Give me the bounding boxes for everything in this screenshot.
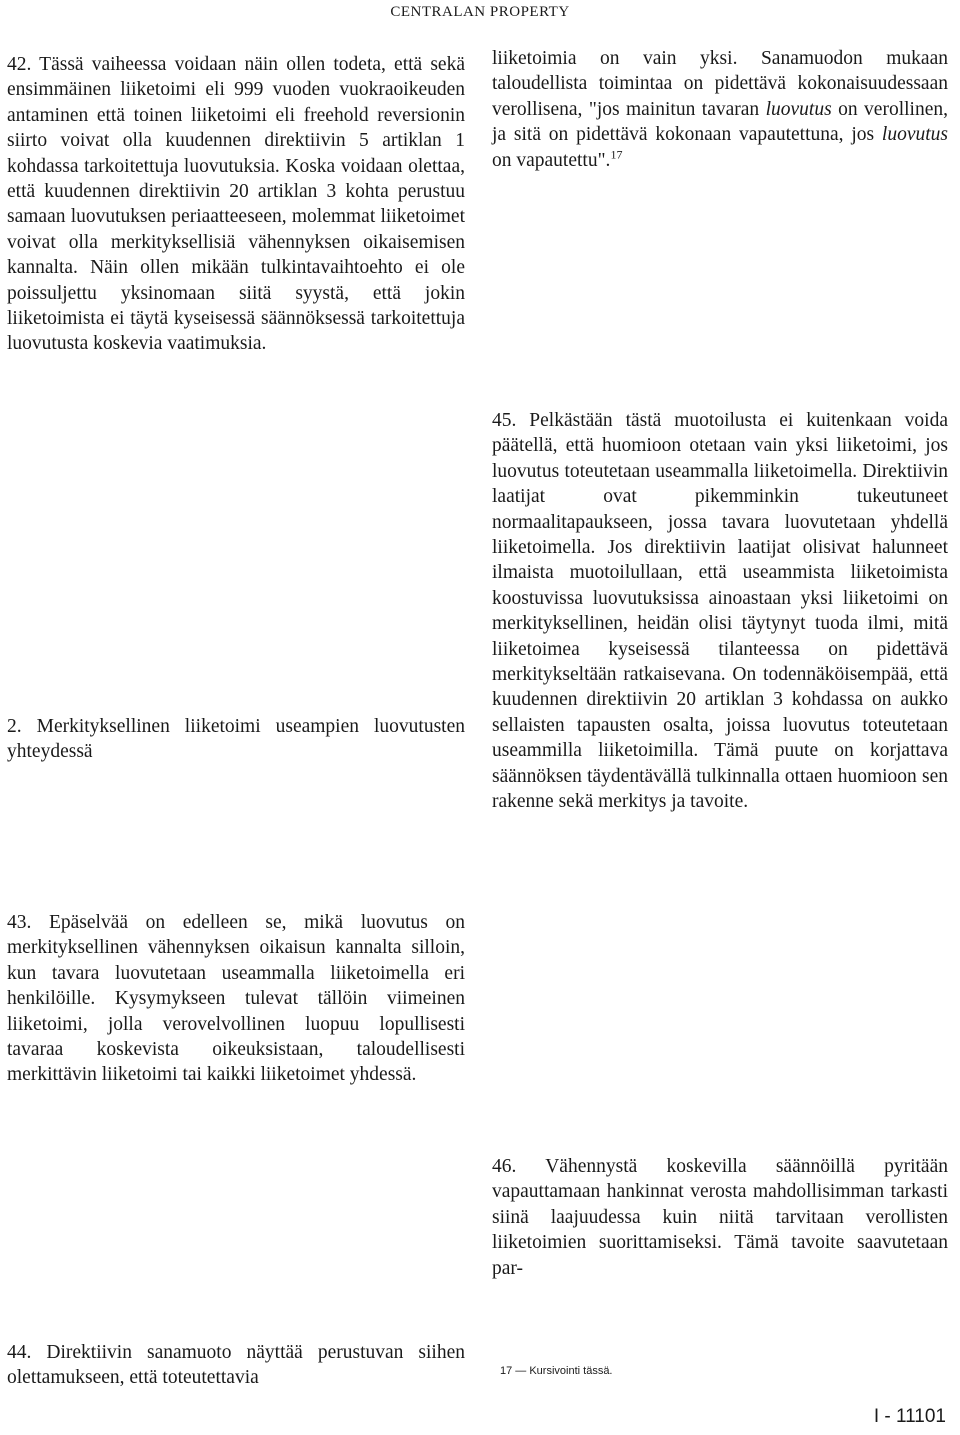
continuation-text-c: on vapautettu". xyxy=(492,149,611,171)
paragraph-42: 42. Tässä vaiheessa voidaan näin ollen todeta, että sekä ensimmäinen liiketoimi eli 999 vuoden vuokraoikeuden antaminen että toinen liiketoimi eli freehold reversionin siirto voivat olla kuudennen direktiivin 5 artiklan 1 kohdassa tarkoitettuja luovutuksia. Koska voidaan olettaa, että kuudennen direktiivin 20 artiklan 3 kohta perustuu samaan luovutuksen periaatteeseen, molemmat liiketoimet voivat olla merkityksellisiä vähennyksen oikaisemisen kannalta. Näin ollen mikään tulkintavaihtoehto ei ole poissuljettu yksinomaan siitä syystä, että jokin liiketoimista ei täytä kyseisessä säännöksessä tarkoitettuja luovutusta koskevia vaatimuksia. xyxy=(7,54,465,355)
running-header: CENTRALAN PROPERTY xyxy=(390,4,570,20)
italic-luovutus-1: luovutus xyxy=(765,98,832,120)
continuation-text-b: on verollinen, ja sitä on pidettävä kokonaan vapautettuna, jos xyxy=(492,98,948,146)
paragraph-45: 45. Pelkästään tästä muotoilusta ei kuitenkaan voida päätellä, että huomioon otetaan vain yksi liiketoimi, jos luovutus toteutetaan useammalla liiketoimella. Direktiivin laatijat ovat pikemminkin tukeutuneet normaalitapaukseen, jossa tavara luovutetaan yhdellä liiketoimella. Jos direktiivin laatijat olisivat halunneet ilmaista muotoilullaan, että useammista liiketoimista koostuvissa luovutuksissa ainoastaan yksi liiketoimi on merkityksellinen, heidän olisi täytynyt tuoda ilmi, mitä liiketoimea kyseisessä tilanteessa on pidettävä merkitykseltään ratkaisevana. On todennäköisempää, että kuudennen direktiivin 20 artiklan 3 kohdassa on aukko sellaisten tapausten osalta, joissa luovutus toteutetaan useammilla liiketoimilla. Tämä puute on korjattava säännöksen täydentävällä tulkinnalla ottaen huomioon sen rakenne sekä merkitys ja tavoite. xyxy=(492,410,948,813)
continuation-text-a: liiketoimia on vain yksi. Sanamuodon mukaan taloudellista toimintaa on pidettävä kokonaisuudessaan verollisena, "jos mainitun tavaran xyxy=(492,48,948,120)
paragraph-43: 43. Epäselvää on edelleen se, mikä luovutus on merkityksellinen vähennyksen oikaisun kannalta silloin, kun tavara luovutetaan useammalla liiketoimella eri henkilöille. Kysymykseen tulevat tällöin viimeinen liiketoimi, jolla verovelvollinen luopuu lopullisesti tavaraa koskevista oikeuksistaan, taloudellisesti merkittävin liiketoimi tai kaikki liiketoimet yhdessä. xyxy=(7,912,465,1086)
footnote-17: 17 — Kursivointi tässä. xyxy=(500,1365,613,1377)
paragraph-continuation xyxy=(492,46,948,173)
section-heading-2: 2. Merkityksellinen liiketoimi useampien luovutusten yhteydessä xyxy=(7,716,465,763)
footnote-ref-17: 17 xyxy=(610,147,623,162)
paragraph-46: 46. Vähennystä koskevilla säännöillä pyritään vapauttamaan hankinnat verosta mahdollisimman tarkasti siinä laajuudessa kuin niitä tarvitaan verollisten liiketoimien suorittamiseksi. Tämä tavoite saavutetaan par- xyxy=(492,1156,948,1279)
page-number: I - 11101 xyxy=(873,1406,946,1427)
italic-luovutus-2: luovutus xyxy=(881,124,948,146)
paragraph-44: 44. Direktiivin sanamuoto näyttää perustuvan siihen olettamukseen, että toteutettavia xyxy=(7,1342,465,1389)
